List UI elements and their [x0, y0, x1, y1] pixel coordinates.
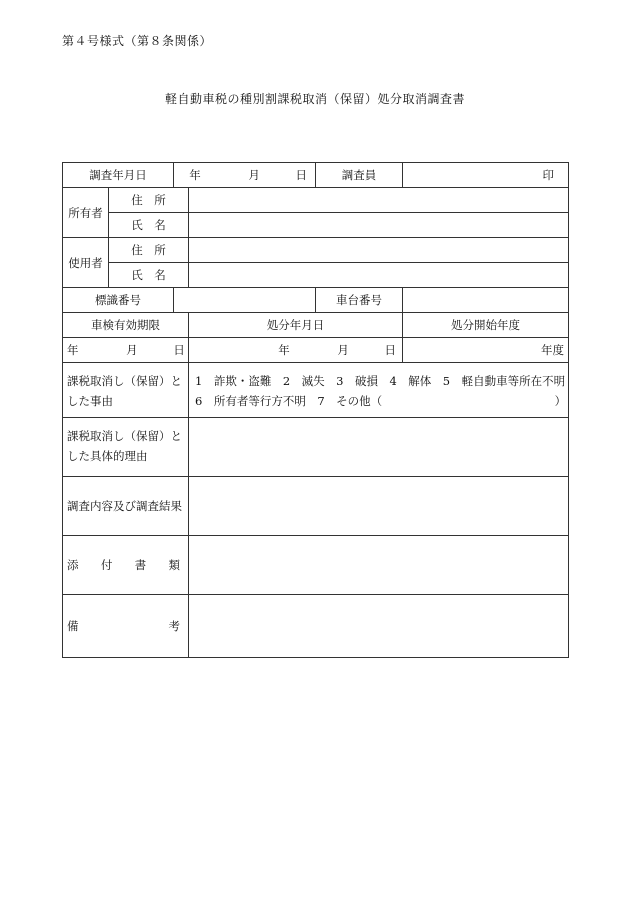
disposition-date-field[interactable]	[189, 338, 403, 363]
inspection-expiry-year: 年	[67, 343, 79, 357]
user-name-label: 氏 名	[109, 263, 189, 288]
dates-header-row	[63, 313, 569, 338]
disposition-date-month: 月	[337, 343, 349, 357]
owner-name-label: 氏 名	[109, 213, 189, 238]
owner-address-label: 住 所	[109, 188, 189, 213]
owner-name-row	[63, 213, 569, 238]
plate-chassis-row	[63, 288, 569, 313]
inspection-expiry-month: 月	[126, 343, 138, 357]
user-address-field[interactable]	[189, 238, 569, 263]
investigation-row	[63, 477, 569, 536]
disposition-date-day: 日	[384, 343, 397, 357]
chassis-number-field[interactable]	[403, 288, 569, 313]
disposition-start-year-label: 処分開始年度	[403, 313, 569, 338]
user-name-row	[63, 263, 569, 288]
remarks-field[interactable]	[189, 595, 569, 658]
disposition-date-year: 年	[278, 343, 290, 357]
survey-date-row	[63, 163, 569, 188]
specific-reason-field[interactable]	[189, 418, 569, 477]
reason-row	[63, 363, 569, 418]
survey-form-table	[62, 162, 569, 658]
reason-options-line1: 1 詐欺・盗難 2 滅失 3 破損 4 解体 5 軽自動車等所在不明	[195, 374, 566, 388]
user-name-field[interactable]	[189, 263, 569, 288]
survey-date-label: 調査年月日	[63, 163, 174, 188]
plate-number-label: 標識番号	[63, 288, 174, 313]
survey-date-field[interactable]	[174, 163, 316, 188]
investigation-label: 調査内容及び調査結果	[63, 477, 189, 536]
reason-options[interactable]	[189, 363, 569, 418]
disposition-date-label: 処分年月日	[189, 313, 403, 338]
attachments-char-4: 類	[168, 558, 180, 572]
specific-reason-label: 課税取消し（保留）とした具体的理由	[63, 418, 189, 477]
dates-value-row	[63, 338, 569, 363]
attachments-field[interactable]	[189, 536, 569, 595]
investigation-field[interactable]	[189, 477, 569, 536]
owner-address-field[interactable]	[189, 188, 569, 213]
reason-label: 課税取消し（保留）とした事由	[63, 363, 189, 418]
remarks-label	[63, 595, 189, 658]
remarks-char-2: 考	[168, 619, 180, 633]
survey-date-month: 月	[248, 168, 260, 182]
attachments-char-3: 書	[134, 558, 147, 572]
owner-label: 所有者	[63, 188, 109, 238]
user-label: 使用者	[63, 238, 109, 288]
inspection-expiry-label: 車検有効期限	[63, 313, 189, 338]
disposition-start-year-field[interactable]	[403, 338, 569, 363]
fiscal-year-unit: 年度	[541, 343, 565, 357]
attachments-char-1: 添	[67, 558, 79, 572]
form-number: 第４号様式（第８条関係）	[62, 34, 213, 48]
attachments-label	[63, 536, 189, 595]
document-title: 軽自動車税の種別割課税取消（保留）処分取消調査書	[164, 92, 465, 106]
seal-mark: 印	[542, 168, 555, 182]
owner-address-row	[63, 188, 569, 213]
surveyor-field[interactable]	[403, 163, 569, 188]
attachments-char-2: 付	[100, 558, 113, 572]
survey-date-year: 年	[189, 168, 201, 182]
chassis-number-label: 車台番号	[316, 288, 403, 313]
owner-name-field[interactable]	[189, 213, 569, 238]
inspection-expiry-day: 日	[173, 343, 185, 357]
remarks-char-1: 備	[67, 619, 79, 633]
inspection-expiry-field[interactable]	[63, 338, 189, 363]
survey-date-day: 日	[295, 168, 308, 182]
user-address-row	[63, 238, 569, 263]
attachments-row	[63, 536, 569, 595]
plate-number-field[interactable]	[174, 288, 316, 313]
surveyor-label: 調査員	[316, 163, 403, 188]
specific-reason-row	[63, 418, 569, 477]
remarks-row	[63, 595, 569, 658]
user-address-label: 住 所	[109, 238, 189, 263]
reason-options-line2: 6 所有者等行方不明 7 その他（ ）	[195, 394, 567, 408]
